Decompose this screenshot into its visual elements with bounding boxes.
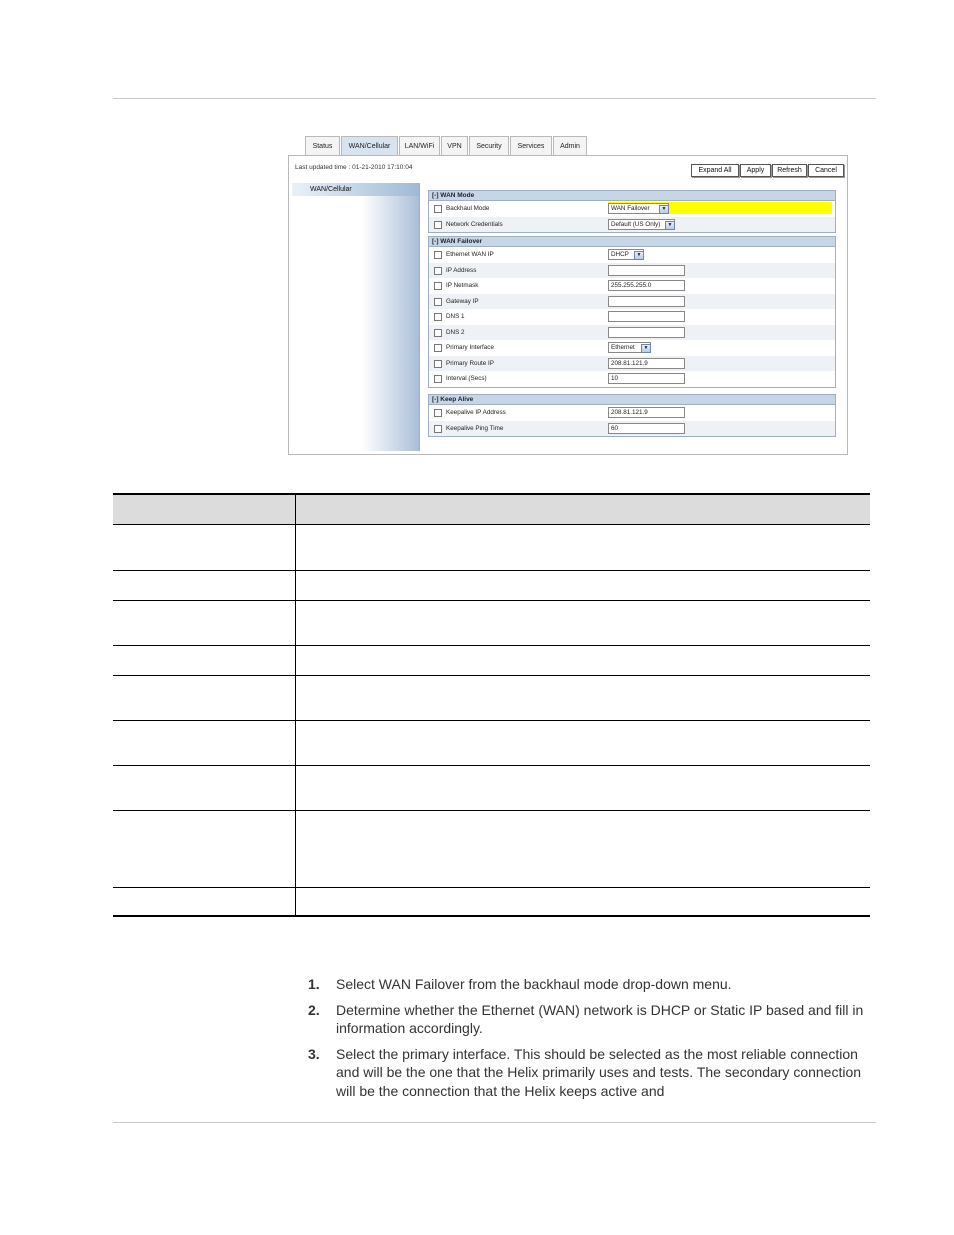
sidebar xyxy=(292,183,420,451)
expand-all-button[interactable]: Expand All xyxy=(691,164,739,177)
ip-address-field[interactable] xyxy=(608,265,685,276)
backhaul-mode-label: Backhaul Mode xyxy=(446,205,490,212)
last-updated-text: Last updated time : 01-21-2010 17:10:04 xyxy=(295,164,413,171)
primary-route-ip-row xyxy=(429,356,835,372)
chevron-down-icon: ▼ xyxy=(641,344,651,353)
primary-interface-select[interactable] xyxy=(608,342,651,353)
table-row xyxy=(113,811,870,888)
table-cell xyxy=(296,888,871,917)
table-cell xyxy=(296,766,871,811)
ethernet-wan-ip-value: DHCP xyxy=(611,251,629,258)
ethernet-wan-ip-row xyxy=(429,247,835,263)
wan-mode-header[interactable]: [-] WAN Mode xyxy=(429,191,835,201)
keepalive-ping-field[interactable]: 60 xyxy=(608,423,685,434)
tab-wan-cellular[interactable]: WAN/Cellular xyxy=(341,136,398,157)
dns1-label: DNS 1 xyxy=(446,313,465,320)
step-text: Select the primary interface. This should be selected as the most reliable connection and will be the one that the Helix primarily uses and tests. The secondary connection will be the connection that the Helix keeps active and xyxy=(336,1045,862,1099)
tab-lan-wifi[interactable]: LAN/WiFi xyxy=(399,136,440,156)
network-credentials-row xyxy=(429,217,835,233)
ip-netmask-row xyxy=(429,278,835,294)
table-cell xyxy=(296,571,871,601)
gateway-ip-field[interactable] xyxy=(608,296,685,307)
backhaul-mode-row xyxy=(429,201,835,217)
router-config-screenshot xyxy=(288,136,849,454)
table-header-row xyxy=(113,494,870,525)
primary-interface-label: Primary Interface xyxy=(446,344,494,351)
keepalive-ip-checkbox[interactable] xyxy=(434,409,442,417)
wan-failover-section xyxy=(428,236,836,388)
primary-interface-checkbox[interactable] xyxy=(434,344,442,352)
keepalive-ip-field[interactable]: 208.81.121.9 xyxy=(608,407,685,418)
keepalive-ping-checkbox[interactable] xyxy=(434,425,442,433)
tab-services[interactable]: Services xyxy=(510,136,552,156)
table-row xyxy=(113,888,870,917)
ip-address-label: IP Address xyxy=(446,266,477,274)
primary-route-ip-field[interactable]: 208.81.121.9 xyxy=(608,358,685,369)
step-text: Determine whether the Ethernet (WAN) network is DHCP or Static IP based and fill in information accordingly. xyxy=(336,1001,864,1036)
ip-address-row xyxy=(429,263,835,279)
ip-netmask-label: IP Netmask xyxy=(446,282,479,289)
table-cell xyxy=(296,525,871,571)
dns1-checkbox[interactable] xyxy=(434,313,442,321)
ethernet-wan-ip-checkbox[interactable] xyxy=(434,251,442,259)
gateway-ip-checkbox[interactable] xyxy=(434,298,442,306)
tab-admin[interactable]: Admin xyxy=(553,136,587,156)
primary-route-ip-label: Primary Route IP xyxy=(446,359,494,367)
table-cell xyxy=(113,811,296,888)
step-number: 2. xyxy=(308,1001,320,1018)
list-item xyxy=(308,1001,868,1038)
interval-label: Interval (Secs) xyxy=(446,375,487,382)
table-cell xyxy=(296,601,871,646)
ethernet-wan-ip-select[interactable] xyxy=(608,249,644,260)
dns1-row xyxy=(429,309,835,325)
table-row xyxy=(113,676,870,721)
network-credentials-select[interactable] xyxy=(608,219,675,230)
network-credentials-value: Default (US Only) xyxy=(611,220,661,228)
gateway-ip-label: Gateway IP xyxy=(446,297,479,305)
table-cell xyxy=(296,494,871,525)
table-cell xyxy=(296,811,871,888)
backhaul-mode-select[interactable] xyxy=(608,203,669,214)
interval-row xyxy=(429,371,835,387)
interval-checkbox[interactable] xyxy=(434,375,442,383)
primary-route-ip-checkbox[interactable] xyxy=(434,360,442,368)
list-item xyxy=(308,1045,868,1101)
primary-interface-row xyxy=(429,340,835,356)
bottom-rule xyxy=(113,1122,876,1123)
table-cell xyxy=(296,646,871,676)
step-number: 3. xyxy=(308,1045,320,1062)
table-cell xyxy=(113,888,296,917)
primary-interface-value: Ethernet xyxy=(611,344,635,351)
table-cell xyxy=(296,676,871,721)
dns2-field[interactable] xyxy=(608,327,685,338)
table-cell xyxy=(296,721,871,766)
chevron-down-icon: ▼ xyxy=(634,251,644,260)
wan-mode-section xyxy=(428,190,836,233)
keepalive-ip-label: Keepalive IP Address xyxy=(446,409,506,416)
table-cell xyxy=(113,721,296,766)
table-row xyxy=(113,766,870,811)
sidebar-item-wan-cellular[interactable]: WAN/Cellular xyxy=(292,183,419,196)
table-cell xyxy=(113,494,296,525)
tab-vpn[interactable]: VPN xyxy=(441,136,468,156)
network-credentials-label: Network Credentials xyxy=(446,220,503,228)
table-cell xyxy=(113,571,296,601)
dns2-label: DNS 2 xyxy=(446,328,465,336)
dns2-checkbox[interactable] xyxy=(434,329,442,337)
ip-netmask-field[interactable]: 255.255.255.0 xyxy=(608,280,685,291)
top-rule xyxy=(113,98,876,99)
backhaul-mode-value: WAN Failover xyxy=(611,205,650,212)
tab-status[interactable]: Status xyxy=(305,136,340,156)
table-row xyxy=(113,571,870,601)
table-row xyxy=(113,601,870,646)
table-cell xyxy=(113,525,296,571)
interval-field[interactable]: 10 xyxy=(608,373,685,384)
field-description-table xyxy=(113,493,870,917)
dns1-field[interactable] xyxy=(608,311,685,322)
keepalive-ping-label: Keepalive Ping Time xyxy=(446,424,504,432)
step-text: Select WAN Failover from the backhaul mode drop-down menu. xyxy=(336,976,732,992)
backhaul-mode-checkbox[interactable] xyxy=(434,205,442,213)
gateway-ip-row xyxy=(429,294,835,310)
apply-button[interactable]: Apply xyxy=(740,164,771,177)
keep-alive-section xyxy=(428,394,836,437)
chevron-down-icon: ▼ xyxy=(659,205,669,214)
cancel-button[interactable]: Cancel xyxy=(808,164,844,177)
dns2-row xyxy=(429,325,835,341)
table-row xyxy=(113,525,870,571)
table-row xyxy=(113,721,870,766)
chevron-down-icon: ▼ xyxy=(665,221,675,230)
table-cell xyxy=(113,646,296,676)
ethernet-wan-ip-label: Ethernet WAN IP xyxy=(446,251,494,258)
table-cell xyxy=(113,676,296,721)
keepalive-ping-row xyxy=(429,421,835,437)
table-cell xyxy=(113,766,296,811)
keep-alive-header[interactable]: [-] Keep Alive xyxy=(429,395,835,405)
ip-address-checkbox[interactable] xyxy=(434,267,442,275)
instruction-steps xyxy=(308,975,868,1107)
step-number: 1. xyxy=(308,976,320,992)
tab-security[interactable]: Security xyxy=(469,136,509,156)
content-frame xyxy=(288,155,848,455)
network-credentials-checkbox[interactable] xyxy=(434,221,442,229)
list-item xyxy=(308,975,868,994)
refresh-button[interactable]: Refresh xyxy=(772,164,807,177)
table-cell xyxy=(113,601,296,646)
ip-netmask-checkbox[interactable] xyxy=(434,282,442,290)
wan-failover-header[interactable]: [-] WAN Failover xyxy=(429,237,835,247)
keepalive-ip-row xyxy=(429,405,835,421)
table-row xyxy=(113,646,870,676)
